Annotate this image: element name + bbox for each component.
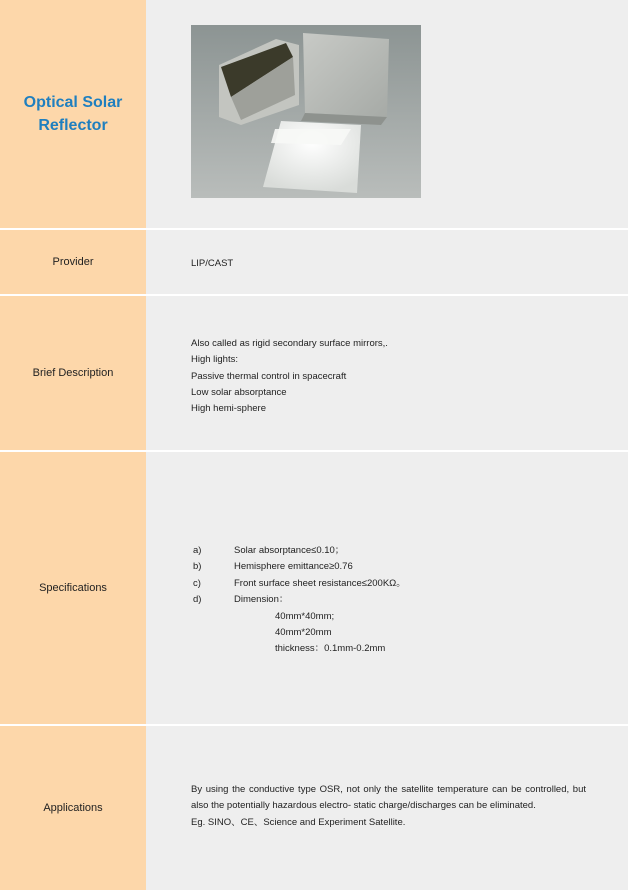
product-photo-graphic (191, 25, 421, 198)
applications-label: Applications (0, 726, 146, 890)
specifications-list (193, 543, 406, 658)
provider-row (0, 230, 628, 294)
specifications-cell (146, 452, 628, 724)
applications-example: Eg. SINO、CE、Science and Experiment Satellite. (191, 816, 406, 828)
spec-text: Front surface sheet resistance≤200KΩ。 (234, 577, 406, 589)
provider-cell (146, 230, 628, 294)
header-row (0, 0, 628, 228)
specifications-row (0, 452, 628, 724)
product-title-line2: Reflector (38, 117, 108, 134)
dimension-value: 40mm*20mm (275, 627, 332, 639)
spec-letter: a) (193, 545, 202, 556)
spec-letter: b) (193, 561, 202, 573)
spec-item (193, 543, 406, 559)
applications-text (191, 782, 586, 831)
specifications-label: Specifications (0, 452, 146, 724)
description-label: Brief Description (0, 296, 146, 450)
description-cell (146, 296, 628, 450)
description-line: Low solar absorptance (191, 386, 287, 398)
provider-label: Provider (0, 230, 146, 294)
dimension-value: 40mm*40mm; (275, 610, 335, 622)
spec-text: Hemisphere emittance≥0.76 (234, 561, 353, 573)
product-photo (191, 25, 421, 198)
spec-item (193, 592, 406, 608)
product-title (18, 91, 128, 137)
description-line: High lights: (191, 354, 238, 366)
description-text (191, 336, 388, 417)
spec-text: Solar absorptance≤0.10； (234, 545, 345, 556)
spec-text: Dimension： (234, 594, 289, 606)
description-row (0, 296, 628, 450)
image-cell (146, 0, 628, 228)
product-title-line1: Optical Solar (23, 94, 123, 111)
applications-paragraph: By using the conductive type OSR, not only the satellite temperature can be controlled, but also the potentially hazardous electro- static charge/discharges can be eliminated. (191, 784, 586, 812)
spec-item (193, 576, 406, 592)
dimension-value: thickness：0.1mm-0.2mm (275, 643, 386, 655)
spec-letter: d) (193, 594, 202, 606)
applications-row (0, 726, 628, 890)
title-cell (0, 0, 146, 228)
spec-letter: c) (193, 577, 201, 589)
spec-item (193, 559, 406, 575)
applications-cell (146, 726, 628, 890)
description-line: High hemi-sphere (191, 403, 266, 415)
description-line: Also called as rigid secondary surface mirrors,. (191, 338, 388, 349)
description-line: Passive thermal control in spacecraft (191, 370, 347, 382)
provider-value: LIP/CAST (191, 258, 234, 269)
